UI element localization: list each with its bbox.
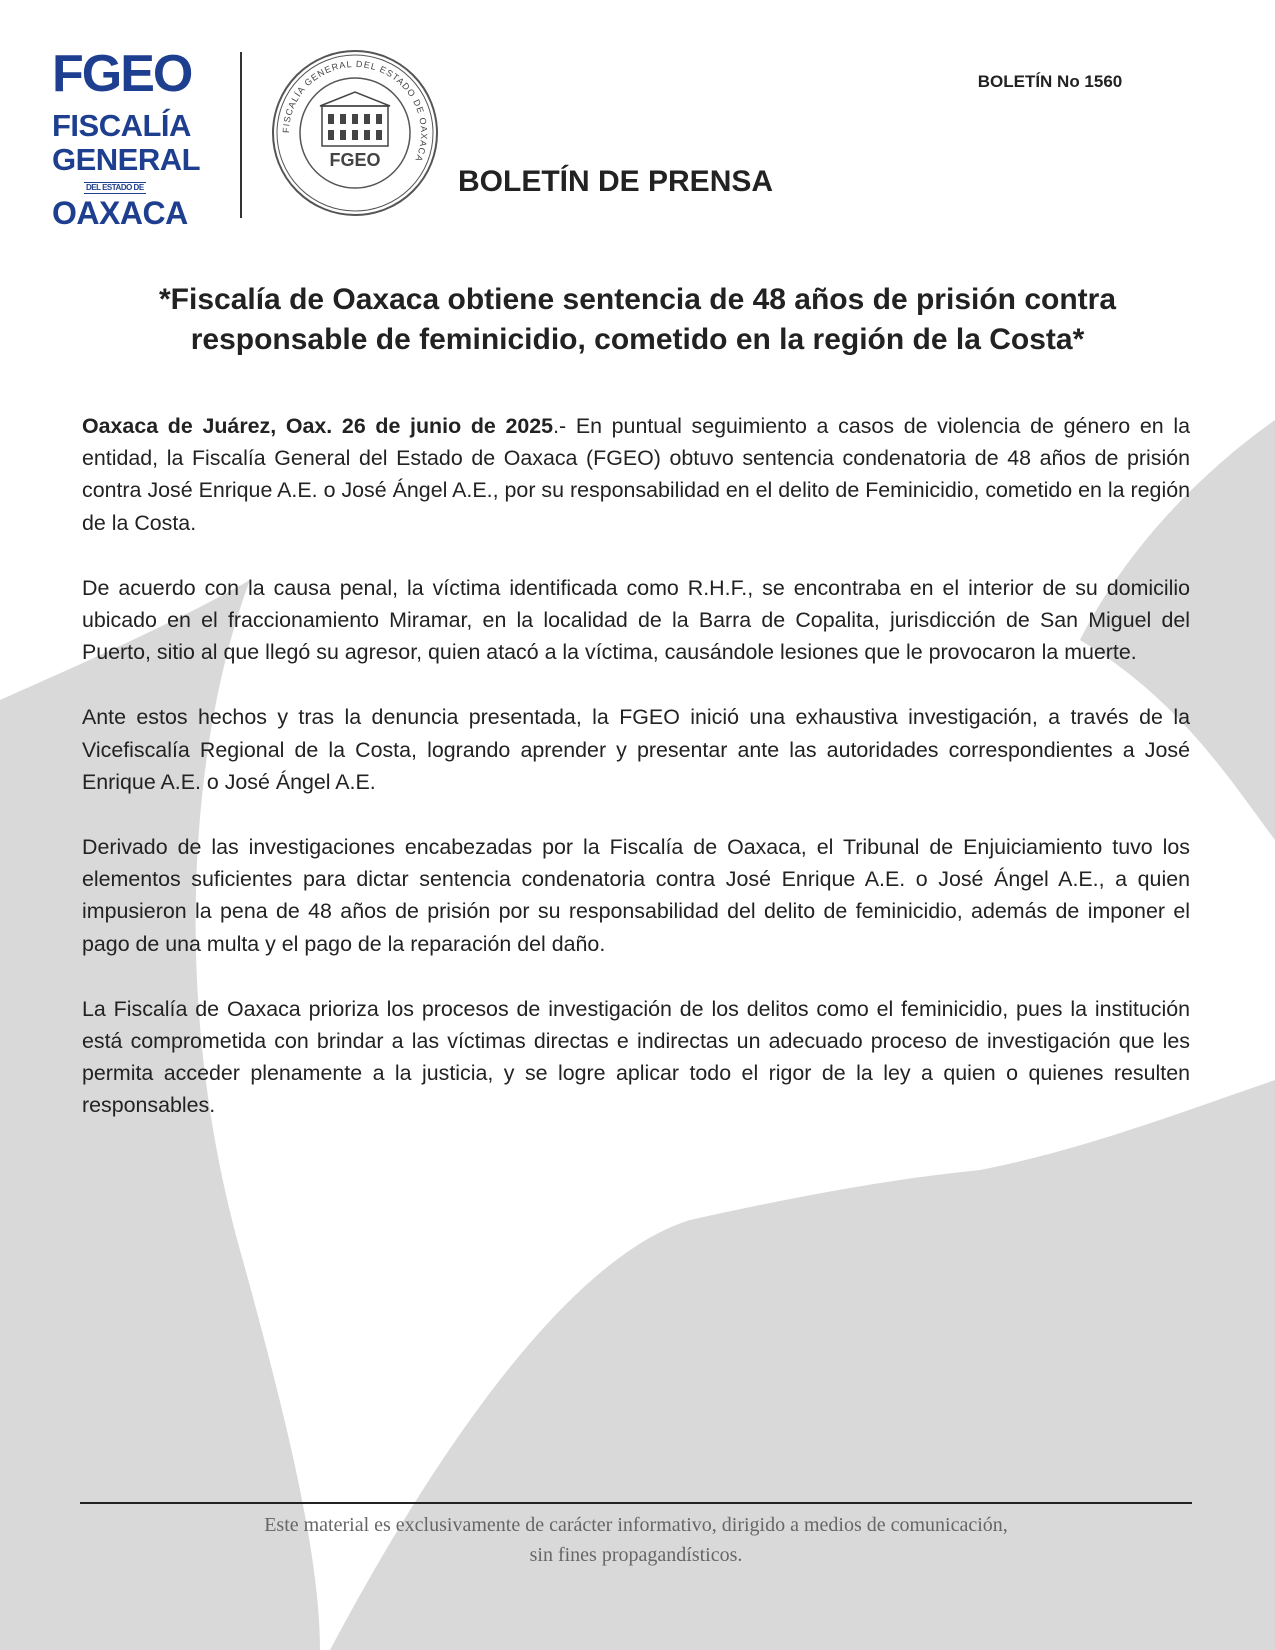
paragraph-3: Ante estos hechos y tras la denuncia presentada, la FGEO inició una exhaustiva investigación, a través de la Vicefiscalía Regional de la Costa, logrando aprender y presentar ante las autoridades correspondientes a José Enrique A.E. o José Ángel A.E. (82, 705, 1190, 794)
logo-line-del-estado: DEL ESTADO DE (86, 183, 144, 192)
logo-acronym: FGEO (52, 45, 192, 103)
press-title: BOLETÍN DE PRENSA (458, 165, 774, 198)
building-seal-icon (270, 48, 440, 218)
seal-center-text: FGEO (329, 150, 381, 170)
paragraph-2: De acuerdo con la causa penal, la víctima identificada como R.H.F., se encontraba en el interior de su domicilio ubicado en el fraccionamiento Miramar, en la localidad de la Barra de Copalita, jurisdicción de San Miguel del Puerto, sitio al que llegó su agresor, quien atacó a la víctima, causándole lesiones que le provocaron la muerte. (82, 575, 1190, 665)
logo-line-oaxaca: OAXACA (52, 195, 188, 231)
footer-rule (80, 1502, 1192, 1504)
headline-line-2: responsable de feminicidio, cometido en la región de la Costa* (190, 323, 1085, 356)
header-divider (240, 52, 242, 218)
headline-line-1: *Fiscalía de Oaxaca obtiene sentencia de 48 años de prisión contra (158, 283, 1117, 316)
dateline: Oaxaca de Juárez, Oax. 26 de junio de 2025 (82, 414, 554, 438)
footer-disclaimer (80, 1510, 1192, 1570)
paragraph-1-text: .- En puntual seguimiento a casos de violencia de género en la entidad, la Fiscalía General del Estado de Oaxaca (FGEO) obtuvo sentencia condenatoria de 48 años de prisión contra José Enrique A.E. o José Ángel A.E., por su responsabilidad en el delito de Feminicidio, cometido en la región de la Costa. (82, 414, 1191, 535)
paragraph-4: Derivado de las investigaciones encabezadas por la Fiscalía de Oaxaca, el Tribunal de Enjuiciamiento tuvo los elementos suficientes para dictar sentencia condenatoria contra José Enrique A.E. o José Ángel A.E., a quien impusieron la pena de 48 años de prisión por su responsabilidad del delito de feminicidio, además de imponer el pago de una multa y el pago de la reparación del daño. (82, 835, 1190, 956)
logo-line-general: GENERAL (52, 142, 201, 177)
fgeo-logo (52, 45, 220, 231)
logo-line-fiscalia: FISCALÍA (52, 108, 191, 143)
bulletin-number: BOLETÍN No 1560 (977, 72, 1123, 91)
footer-line-2: sin fines propagandísticos. (529, 1544, 743, 1566)
headline (80, 280, 1195, 360)
paragraph-5: La Fiscalía de Oaxaca prioriza los procesos de investigación de los delitos como el feminicidio, pues la institución está comprometida con brindar a las víctimas directas e indirectas un adecuado proceso de investigación que les permita acceder plenamente a la justicia, y se logre aplicar todo el rigor de la ley a quien o quienes resulten responsables. (82, 996, 1190, 1118)
article-body (82, 410, 1190, 1155)
footer-line-1: Este material es exclusivamente de carácter informativo, dirigido a medios de comunicación, (264, 1514, 1008, 1536)
seal-ring-text: FISCALÍA GENERAL DEL ESTADO DE OAXACA (280, 58, 430, 164)
paragraph-1 (82, 410, 1190, 539)
